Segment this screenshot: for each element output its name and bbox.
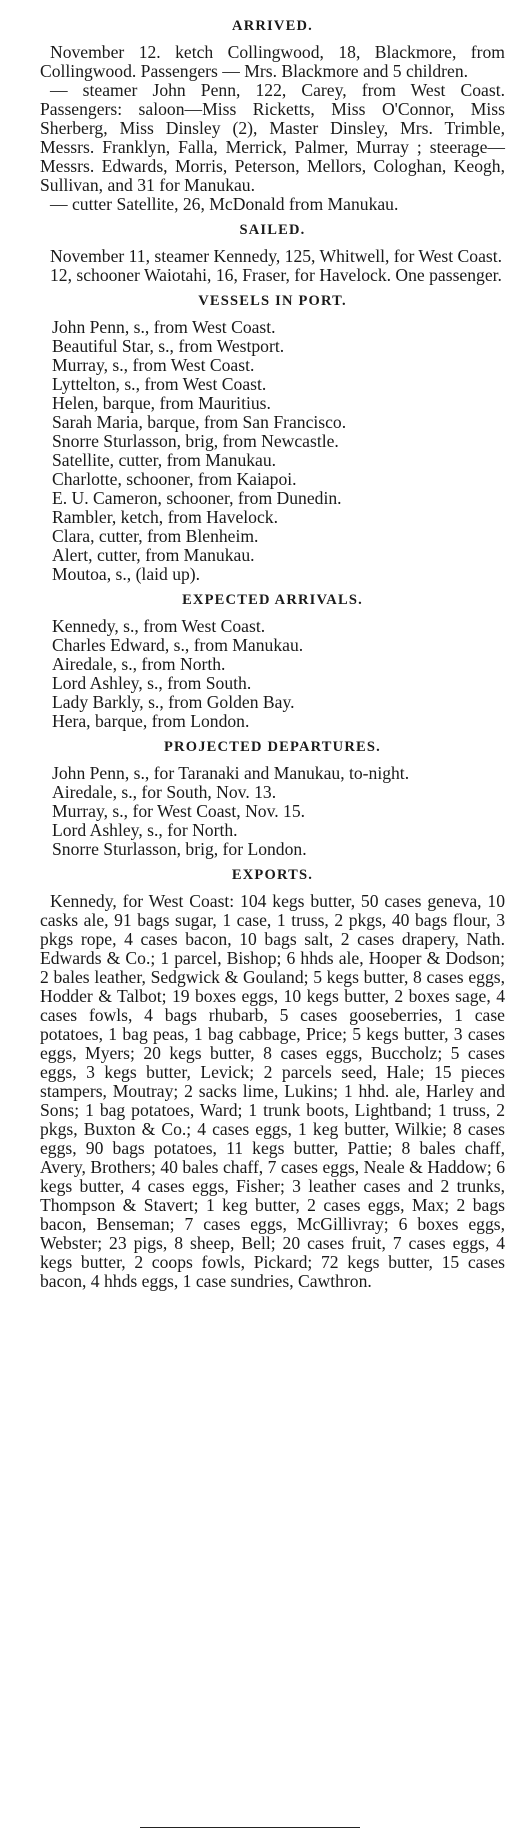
vessels-in-port-heading: VESSELS IN PORT. [198, 293, 347, 309]
vessel-item: Helen, barque, from Mauritius. [52, 393, 271, 413]
vessels-in-port-section [40, 293, 505, 584]
departure-item: Snorre Sturlasson, brig, for London. [52, 839, 307, 859]
departure-item: John Penn, s., for Taranaki and Manukau, to-night. [52, 763, 410, 783]
arrived-entry: November 12. ketch Collingwood, 18, Blackmore, from Collingwood. Passengers — Mrs. Blackmore and 5 children. [40, 42, 505, 81]
vessel-item: Snorre Sturlasson, brig, from Newcastle. [52, 431, 339, 451]
vessel-item: Satellite, cutter, from Manukau. [52, 450, 277, 470]
departure-item: Murray, s., for West Coast, Nov. 15. [52, 801, 306, 821]
arrival-item: Lady Barkly, s., from Golden Bay. [52, 692, 295, 712]
arrival-item: Hera, barque, from London. [52, 711, 250, 731]
vessels-in-port-list [40, 318, 505, 584]
vessel-item: Clara, cutter, from Blenheim. [52, 526, 259, 546]
exports-heading: EXPORTS. [231, 867, 314, 883]
sailed-entry: November 11, steamer Kennedy, 125, Whitwell, for West Coast. [50, 246, 503, 266]
vessel-item: Alert, cutter, from Manukau. [52, 545, 255, 565]
arrived-entry: — steamer John Penn, 122, Carey, from West Coast. Passengers: saloon—Miss Ricketts, Miss O'Connor, Miss Sherberg, Miss Dinsley (2), Master Dinsley, Mrs. Trimble, Messrs. Franklyn, Falla, Merrick, Palmer, Murray ; steerage—Messrs. Edwards, Morris, Peterson, Mellors, Cologhan, Keogh, Sullivan, and 31 for Manukau. [40, 80, 505, 195]
departure-item: Airedale, s., for South, Nov. 13. [52, 782, 277, 802]
vessel-item: Sarah Maria, barque, from San Francisco. [52, 412, 347, 432]
vessel-item: E. U. Cameron, schooner, from Dunedin. [52, 488, 342, 508]
projected-departures-list [40, 764, 505, 859]
expected-arrivals-section [40, 592, 505, 731]
arrived-entry: — cutter Satellite, 26, McDonald from Manukau. [50, 194, 399, 214]
sailed-heading: SAILED. [239, 222, 306, 238]
arrival-item: Lord Ashley, s., from South. [52, 673, 252, 693]
arrival-item: Airedale, s., from North. [52, 654, 226, 674]
arrival-item: Charles Edward, s., from Manukau. [52, 635, 304, 655]
arrival-item: Kennedy, s., from West Coast. [52, 616, 266, 636]
arrived-section [40, 18, 505, 214]
closing-rule [140, 1827, 360, 1828]
exports-section [40, 867, 505, 1291]
projected-departures-section [40, 739, 505, 859]
sailed-entry: 12, schooner Waiotahi, 16, Fraser, for Havelock. One passenger. [50, 265, 502, 285]
vessel-item: Lyttelton, s., from West Coast. [52, 374, 267, 394]
departure-item: Lord Ashley, s., for North. [52, 820, 238, 840]
vessel-item: Murray, s., from West Coast. [52, 355, 255, 375]
exports-text: Kennedy, for West Coast: 104 kegs butter, 50 cases geneva, 10 casks ale, 91 bags sugar, 1 case, 1 truss, 2 pkgs, 40 bags flour, 3 pkgs rope, 4 cases bacon, 10 bags salt, 2 cases drapery, Nath. Edwards & Co.; 1 parcel, Bishop; 6 hhds ale, Hooper & Dodson; 2 bales leather, Sedgwick & Gouland; 5 kegs butter, 8 cases eggs, Hodder & Talbot; 19 boxes eggs, 10 kegs butter, 2 boxes sage, 4 cases fowls, 4 bags rhubarb, 5 cases gooseberries, 1 case potatoes, 1 bag peas, 1 bag cabbage, Price; 5 kegs butter, 3 cases eggs, Myers; 20 kegs butter, 8 cases eggs, Buccholz; 5 cases eggs, 3 kegs butter, Levick; 2 parcels seed, Hale; 15 pieces stampers, Moutray; 2 sacks lime, Lukins; 1 hhd. ale, Harley and Sons; 1 bag potatoes, Ward; 1 trunk boots, Lightband; 1 truss, 2 pkgs, Buxton & Co.; 4 cases eggs, 1 keg butter, Wilkie; 8 cases eggs, 90 bags potatoes, 11 kegs butter, Pattie; 8 bales chaff, Avery, Brothers; 40 bales chaff, 7 cases eggs, Neale & Haddow; 6 kegs butter, 4 cases eggs, Fisher; 3 leather cases and 2 trunks, Thompson & Stavert; 1 keg butter, 2 cases eggs, Max; 2 bags bacon, Benseman; 7 cases eggs, McGillivray; 6 boxes eggs, Webster; 23 pigs, 8 sheep, Bell; 20 cases fruit, 7 cases eggs, 4 kegs butter, 2 coops fowls, Pickard; 72 kegs butter, 15 cases bacon, 4 hhds eggs, 1 case sundries, Cawthron. [40, 891, 505, 1291]
vessel-item: Beautiful Star, s., from Westport. [52, 336, 285, 356]
sailed-section [40, 222, 505, 285]
vessel-item: Rambler, ketch, from Havelock. [52, 507, 278, 527]
vessel-item: John Penn, s., from West Coast. [52, 317, 276, 337]
vessel-item: Charlotte, schooner, from Kaiapoi. [52, 469, 297, 489]
expected-arrivals-heading: EXPECTED ARRIVALS. [182, 592, 363, 608]
projected-departures-heading: PROJECTED DEPARTURES. [164, 739, 381, 755]
expected-arrivals-list [40, 617, 505, 731]
vessel-item: Moutoa, s., (laid up). [52, 564, 201, 584]
arrived-heading: ARRIVED. [232, 18, 313, 34]
